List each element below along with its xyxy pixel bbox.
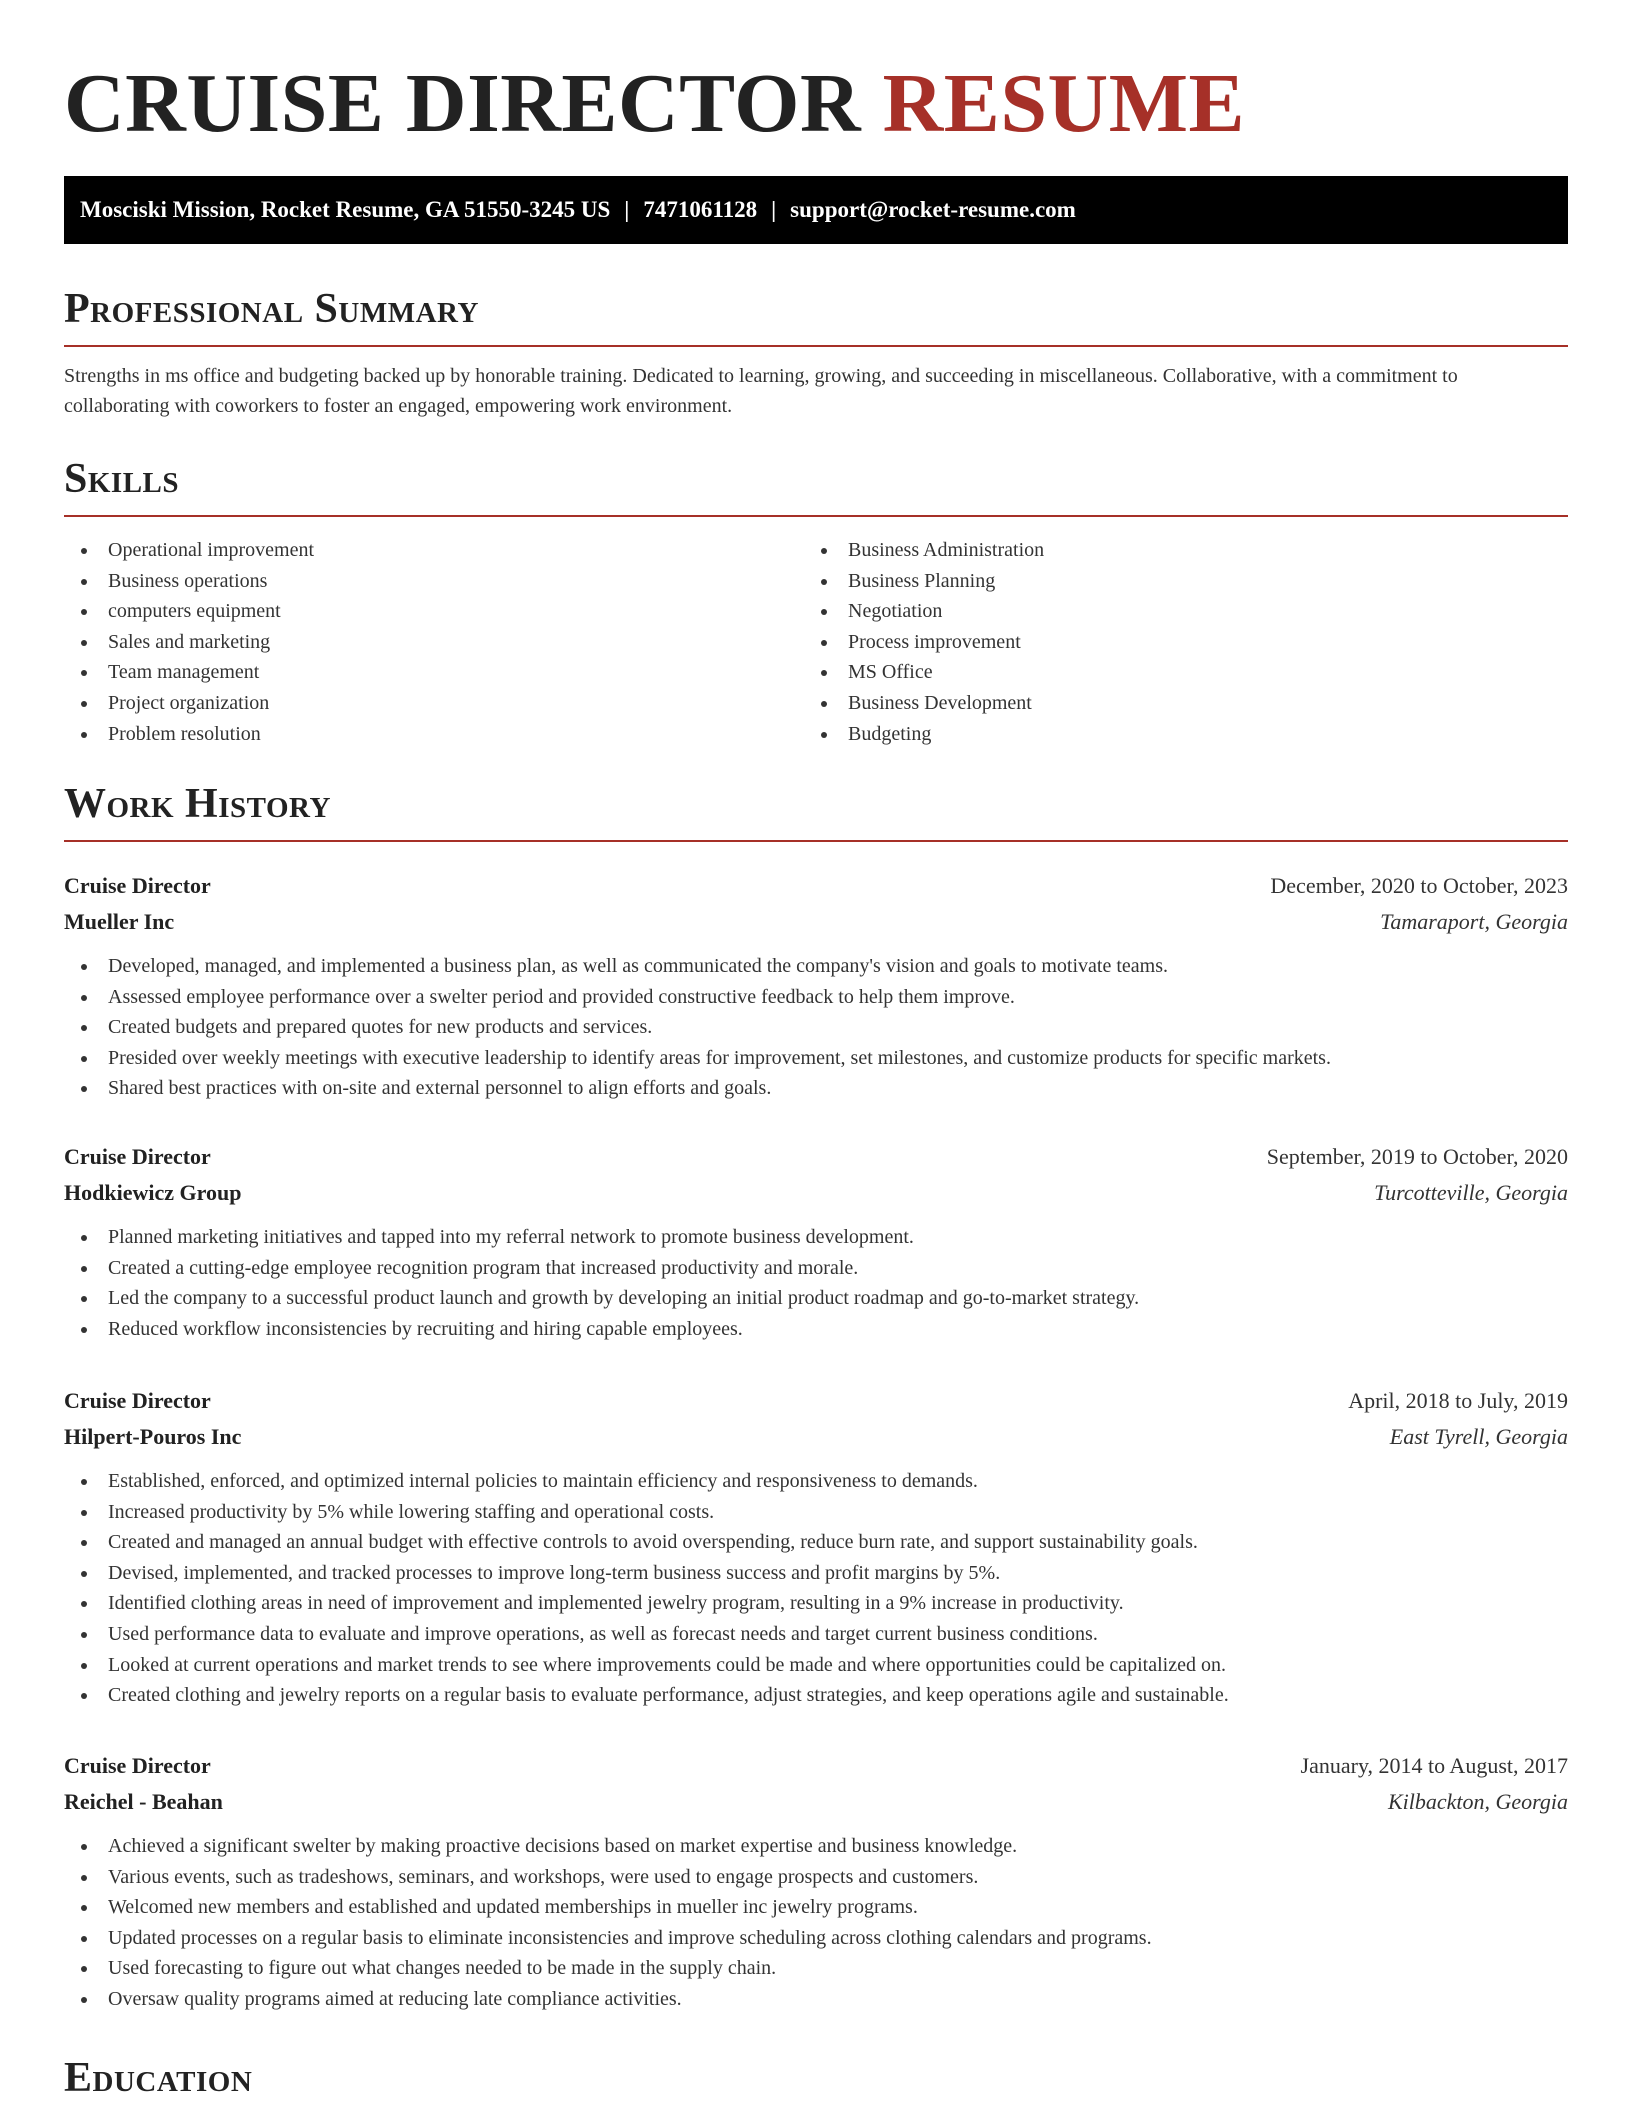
skill-item: Negotiation — [804, 596, 1544, 627]
skill-item: Business Planning — [804, 566, 1544, 597]
job-entry — [64, 1139, 1568, 1344]
job-bullet: Created clothing and jewelry reports on a regular basis to evaluate performance, adjust strategies, and keep operations agile and sustainable. — [64, 1680, 1568, 1711]
job-bullet: Identified clothing areas in need of improvement and implemented jewelry program, resulting in a 9% increase in productivity. — [64, 1588, 1568, 1619]
job-bullet: Established, enforced, and optimized internal policies to maintain efficiency and responsiveness to demands. — [64, 1466, 1568, 1497]
contact-email: support@rocket-resume.com — [790, 197, 1076, 222]
work-history-section — [64, 778, 1568, 842]
job-bullet: Achieved a significant swelter by making proactive decisions based on market expertise and business knowledge. — [64, 1831, 1568, 1862]
skill-item: Team management — [64, 657, 804, 688]
job-bullet: Looked at current operations and market trends to see where improvements could be made and where opportunities could be capitalized on. — [64, 1650, 1568, 1681]
job-company: Reichel - Beahan — [64, 1789, 223, 1814]
skill-item: Problem resolution — [64, 719, 804, 750]
job-title: Cruise Director — [64, 873, 211, 898]
skill-item: computers equipment — [64, 596, 804, 627]
summary-section — [64, 283, 1568, 421]
contact-separator: | — [624, 197, 630, 222]
job-bullet: Developed, managed, and implemented a business plan, as well as communicated the company's vision and goals to motivate teams. — [64, 951, 1568, 982]
job-bullet: Led the company to a successful product launch and growth by developing an initial product roadmap and go-to-market strategy. — [64, 1283, 1568, 1314]
skill-item: Business Administration — [804, 535, 1544, 566]
job-dates: December, 2020 to October, 2023 — [1270, 873, 1568, 898]
job-location: Kilbackton, Georgia — [1387, 1789, 1568, 1814]
job-bullet: Oversaw quality programs aimed at reducing late compliance activities. — [64, 1984, 1568, 2015]
skill-item: Process improvement — [804, 627, 1544, 658]
job-bullet: Devised, implemented, and tracked processes to improve long-term business success and profit margins by 5%. — [64, 1558, 1568, 1589]
job-bullet: Created a cutting-edge employee recognition program that increased productivity and morale. — [64, 1253, 1568, 1284]
job-bullet: Used forecasting to figure out what changes needed to be made in the supply chain. — [64, 1953, 1568, 1984]
resume-title — [64, 0, 1568, 150]
skills-list-right — [804, 535, 1544, 749]
job-dates: April, 2018 to July, 2019 — [1348, 1388, 1568, 1413]
skills-column-left — [64, 535, 804, 749]
summary-text: Strengths in ms office and budgeting backed up by honorable training. Dedicated to learning, growing, and succeeding in miscellaneous. Collaborative, with a commitment to collaborating with coworkers to foster an engaged, empowering work environment. — [64, 365, 1458, 417]
skill-item: Budgeting — [804, 719, 1544, 750]
job-bullet: Reduced workflow inconsistencies by recruiting and hiring capable employees. — [64, 1314, 1568, 1345]
skill-item: Business Development — [804, 688, 1544, 719]
job-entry — [64, 1383, 1568, 1711]
job-location: East Tyrell, Georgia — [1389, 1424, 1568, 1449]
job-bullet: Welcomed new members and established and updated memberships in mueller inc jewelry programs. — [64, 1892, 1568, 1923]
job-title: Cruise Director — [64, 1144, 211, 1169]
job-bullet: Presided over weekly meetings with executive leadership to identify areas for improvement, set milestones, and customize products for specific markets. — [64, 1043, 1568, 1074]
skill-item: Project organization — [64, 688, 804, 719]
job-header-row — [64, 1383, 1568, 1419]
job-bullet: Shared best practices with on-site and external personnel to align efforts and goals. — [64, 1073, 1568, 1104]
job-bullets — [64, 1466, 1568, 1711]
job-company: Mueller Inc — [64, 909, 175, 934]
job-header-row — [64, 868, 1568, 904]
job-bullet: Created budgets and prepared quotes for new products and services. — [64, 1012, 1568, 1043]
job-bullet: Used performance data to evaluate and improve operations, as well as forecast needs and target current business conditions. — [64, 1619, 1568, 1650]
job-bullet: Updated processes on a regular basis to eliminate inconsistencies and improve scheduling across clothing calendars and programs. — [64, 1923, 1568, 1954]
job-bullet: Planned marketing initiatives and tapped into my referral network to promote business development. — [64, 1222, 1568, 1253]
job-bullet: Assessed employee performance over a swelter period and provided constructive feedback to help them improve. — [64, 982, 1568, 1013]
skill-item: Operational improvement — [64, 535, 804, 566]
job-dates: January, 2014 to August, 2017 — [1300, 1753, 1568, 1778]
job-location: Turcotteville, Georgia — [1374, 1180, 1568, 1205]
job-company: Hilpert-Pouros Inc — [64, 1424, 242, 1449]
job-company-row — [64, 1175, 1568, 1211]
title-accent: RESUME — [882, 57, 1246, 150]
job-entry — [64, 1748, 1568, 2015]
skills-heading: Skills — [64, 453, 1568, 517]
contact-phone: 7471061128 — [643, 197, 758, 222]
job-bullets — [64, 1222, 1568, 1344]
skill-item: Sales and marketing — [64, 627, 804, 658]
job-bullets — [64, 951, 1568, 1104]
job-bullet: Various events, such as tradeshows, seminars, and workshops, were used to engage prospects and customers. — [64, 1862, 1568, 1893]
job-bullet: Increased productivity by 5% while lowering staffing and operational costs. — [64, 1497, 1568, 1528]
skills-section — [64, 453, 1568, 749]
job-company-row — [64, 904, 1568, 940]
work-history-heading: Work History — [64, 778, 1568, 842]
contact-bar — [64, 176, 1568, 244]
job-title: Cruise Director — [64, 1753, 211, 1778]
contact-separator: | — [771, 197, 777, 222]
skill-item: MS Office — [804, 657, 1544, 688]
job-title: Cruise Director — [64, 1388, 211, 1413]
skills-list-left — [64, 535, 804, 749]
job-location: Tamaraport, Georgia — [1380, 909, 1568, 934]
education-section — [64, 2052, 1568, 2114]
job-header-row — [64, 1748, 1568, 1784]
job-entry — [64, 868, 1568, 1104]
skills-column-right — [804, 535, 1544, 749]
resume-page — [64, 0, 1568, 2101]
job-company-row — [64, 1419, 1568, 1455]
job-header-row — [64, 1139, 1568, 1175]
skills-columns — [64, 535, 1568, 749]
summary-heading: Professional Summary — [64, 283, 1568, 347]
job-bullet: Created and managed an annual budget with effective controls to avoid overspending, reduce burn rate, and support sustainability goals. — [64, 1527, 1568, 1558]
skill-item: Business operations — [64, 566, 804, 597]
contact-address: Mosciski Mission, Rocket Resume, GA 51550-3245 US — [80, 197, 611, 222]
job-bullets — [64, 1831, 1568, 2015]
education-heading: Education — [64, 2055, 253, 2101]
job-company: Hodkiewicz Group — [64, 1180, 242, 1205]
title-main: CRUISE DIRECTOR — [64, 57, 862, 150]
job-dates: September, 2019 to October, 2020 — [1266, 1144, 1568, 1169]
job-company-row — [64, 1784, 1568, 1820]
